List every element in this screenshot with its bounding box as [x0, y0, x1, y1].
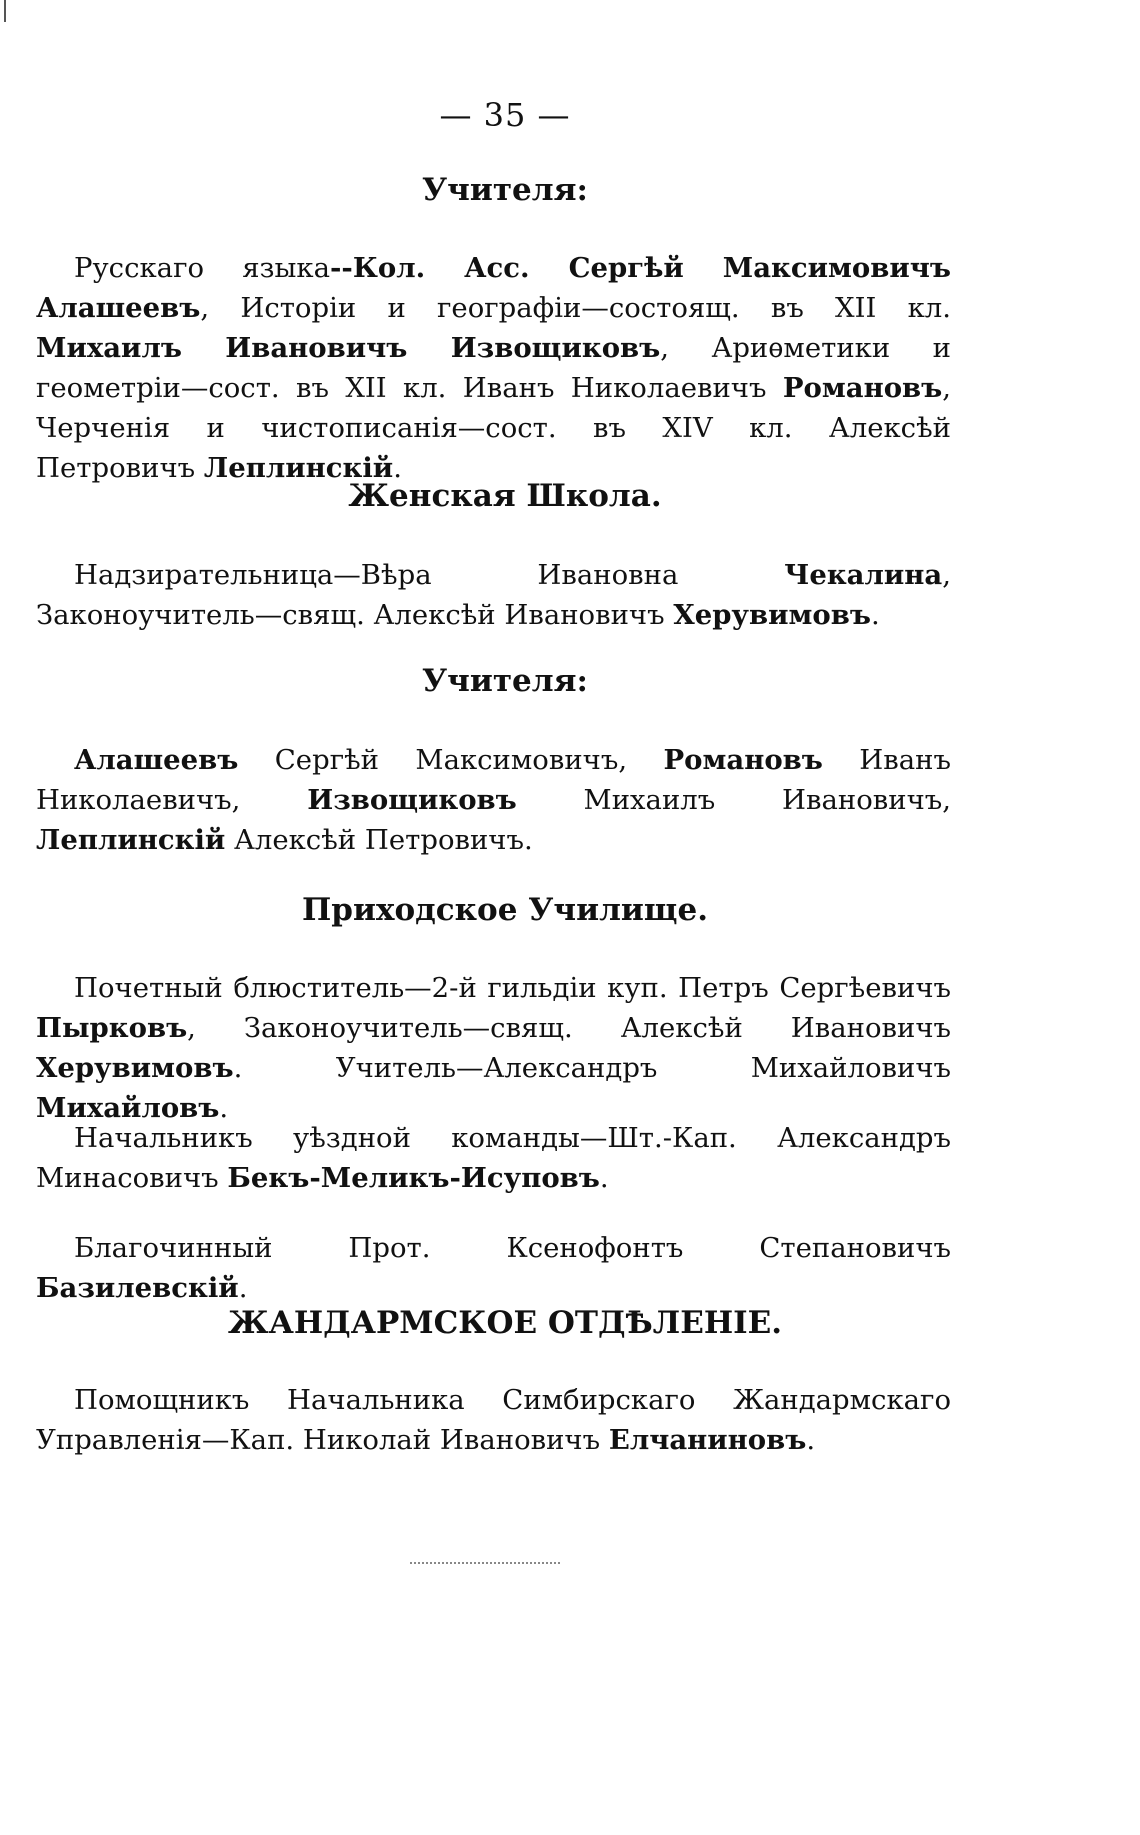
bold-name-text: Бекъ-Меликъ-Исуповъ	[227, 1162, 600, 1194]
end-separator	[410, 1562, 560, 1564]
page-number: — 35 —	[439, 96, 571, 134]
body-text: Благочинный Прот. Ксенофонтъ Степановичъ	[74, 1232, 951, 1264]
bold-name-text: Херувимовъ	[673, 599, 871, 631]
paragraph-parish-school	[36, 968, 951, 1128]
body-text: .	[393, 452, 402, 484]
body-text: .	[238, 1272, 248, 1304]
body-text: .	[806, 1424, 816, 1456]
paragraph-teachers-list	[36, 248, 951, 488]
scan-edge-mark	[4, 0, 6, 22]
bold-name-text: Михаилъ Ивановичъ Извощиковъ	[36, 332, 661, 364]
bold-name-text: --Кол. Асс. Сергѣй Максимовичъ Алашеевъ	[36, 252, 952, 324]
body-text: Начальникъ уѣздной команды—Шт.-Кап. Александръ Минасовичъ	[36, 1122, 951, 1194]
section-heading-womens-school: Женская Школа.	[348, 478, 662, 514]
bold-name-text: Херувимовъ	[36, 1052, 234, 1084]
body-text: .	[219, 1092, 229, 1124]
bold-name-text: Чекалина	[784, 559, 943, 591]
body-text: Михаилъ Ивановичъ,	[516, 784, 951, 816]
bold-name-text: Михайловъ	[36, 1092, 220, 1124]
body-text: . Учитель—Александръ Михайловичъ	[233, 1052, 951, 1084]
body-text: .	[599, 1162, 609, 1194]
bold-name-text: Романовъ	[663, 744, 823, 776]
body-text: .	[870, 599, 880, 631]
body-text: , Ариѳметики и геометріи—сост. въ XII кл. Иванъ Николаевичъ	[36, 332, 951, 404]
body-text: , Исторіи и географіи—состоящ. въ XII кл.	[200, 292, 951, 324]
body-text: , Черченія и чистописанія—сост. въ XIV кл. Алексѣй Петровичъ	[36, 372, 951, 484]
section-heading-parish-school: Приходское Училище.	[302, 892, 708, 928]
body-text: , Законоучитель—свящ. Алексѣй Ивановичъ	[36, 559, 951, 631]
bold-name-text: Романовъ	[782, 372, 943, 404]
body-text: Иванъ Николаевичъ,	[36, 744, 951, 816]
body-text: Русскаго языка	[74, 252, 331, 284]
section-heading-teachers-2: Учителя:	[422, 663, 588, 699]
bold-name-text: Елчаниновъ	[608, 1424, 807, 1456]
body-text: , Законоучитель—свящ. Алексѣй Ивановичъ	[187, 1012, 951, 1044]
body-text: Надзирательница—Вѣра Ивановна	[74, 559, 785, 591]
bold-name-text: Алашеевъ	[74, 744, 239, 776]
bold-name-text: Леплинскій	[203, 452, 394, 484]
bold-name-text: Извощиковъ	[307, 784, 517, 816]
section-heading-teachers: Учителя:	[422, 172, 588, 208]
paragraph-gendarme-department	[36, 1380, 951, 1460]
paragraph-womens-school	[36, 555, 951, 635]
paragraph-district-command	[36, 1118, 951, 1198]
body-text: Сергѣй Максимовичъ,	[238, 744, 664, 776]
body-text: Помощникъ Начальника Симбирскаго Жандармскаго Управленія—Кап. Николай Ивановичъ	[36, 1384, 951, 1456]
section-heading-gendarme-department: ЖАНДАРМСКОЕ ОТДѢЛЕНІЕ.	[227, 1305, 783, 1341]
bold-name-text: Пырковъ	[36, 1012, 188, 1044]
body-text: Почетный блюститель—2-й гильдіи куп. Петръ Сергѣевичъ	[74, 972, 951, 1004]
paragraph-teachers-list-2	[36, 740, 951, 860]
bold-name-text: Базилевскій	[36, 1272, 239, 1304]
paragraph-dean	[36, 1228, 951, 1308]
bold-name-text: Леплинскій	[36, 824, 226, 856]
body-text: Алексѣй Петровичъ.	[225, 824, 533, 856]
